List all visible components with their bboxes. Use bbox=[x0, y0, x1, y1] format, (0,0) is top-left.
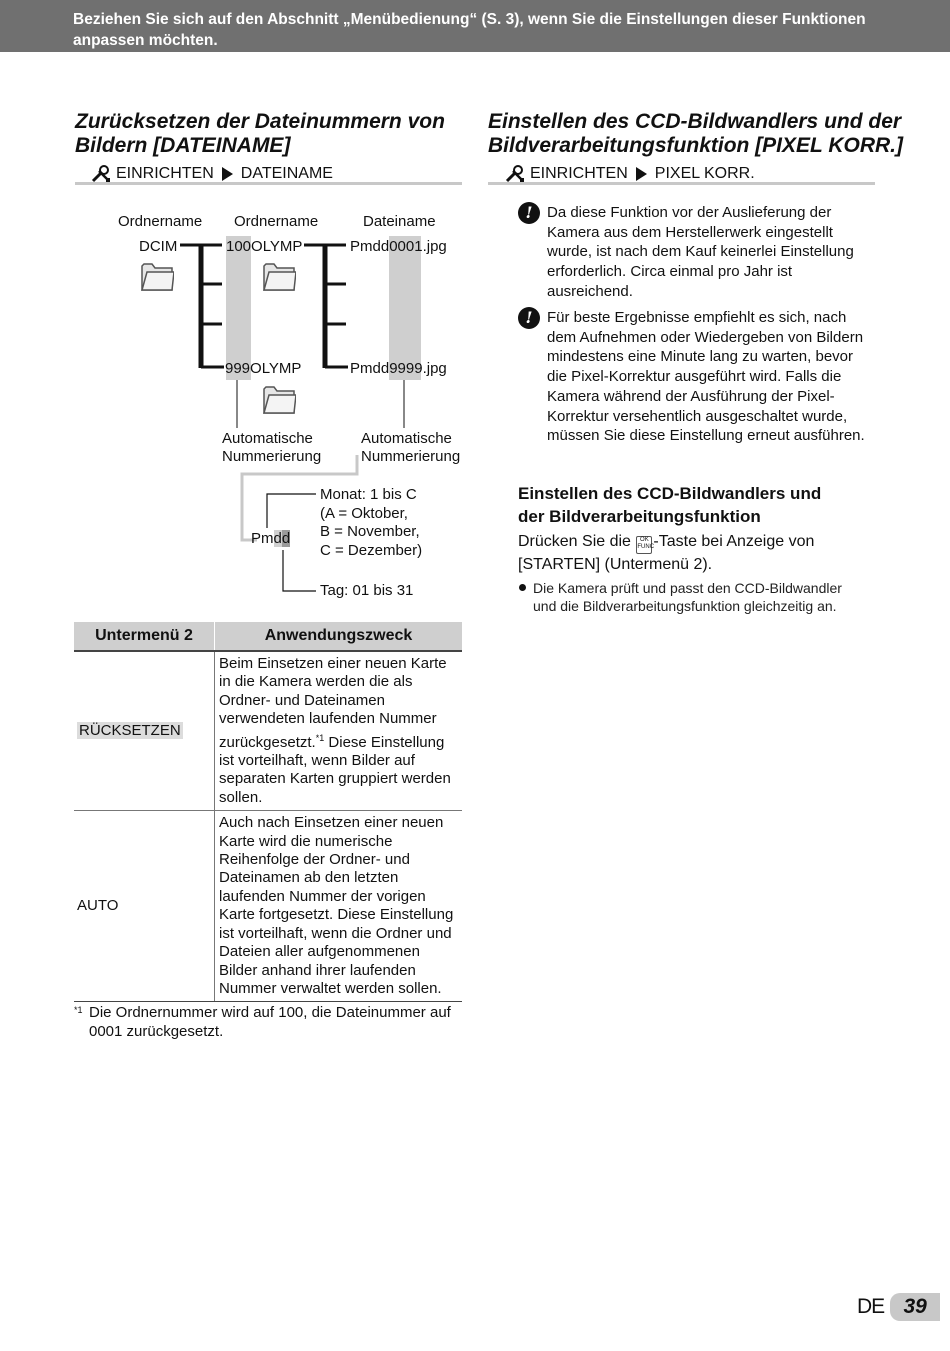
header-note: Beziehen Sie sich auf den Abschnitt „Menübedienung“ (S. 3), wenn Sie die Einstellungen dieser Funktionen anpassen möchten. bbox=[73, 11, 866, 49]
warning-icon: ! bbox=[518, 202, 540, 224]
month-line1: Monat: 1 bis C bbox=[320, 486, 417, 503]
folder-last-number: 999 bbox=[225, 360, 251, 377]
pmdd-month-char: d bbox=[273, 530, 282, 547]
table-cell-option bbox=[74, 811, 215, 1002]
subsection-title-line2: der Bildverarbeitungsfunktion bbox=[518, 507, 761, 526]
file-first-number: 0001 bbox=[389, 238, 423, 255]
pmdd-prefix: Pm bbox=[251, 530, 274, 547]
footnote-mark: *1 bbox=[74, 1005, 83, 1015]
table-cell-desc bbox=[215, 811, 463, 1002]
folder-last-suffix: OLYMP bbox=[250, 360, 302, 377]
option-reset: RÜCKSETZEN bbox=[79, 721, 181, 739]
warning-icon: ! bbox=[518, 307, 540, 329]
file-first-prefix: Pmdd bbox=[350, 238, 390, 255]
folder-icon bbox=[140, 258, 174, 292]
table-cell-option bbox=[74, 651, 215, 811]
setup-wrench-icon bbox=[504, 164, 526, 184]
desc-auto: Auch nach Einsetzen einer neuen Karte wird die numerische Reihenfolge der Ordner- und Dateinamen ab den letzten laufenden Nummer der vorigen Karte fortgesetzt. Diese Einstellung ist vorteilhaft, wenn die Ordner und Dateien aller aufgenommenen Bilder anhand ihrer laufenden Nummer verwaltet werden sollen. bbox=[219, 814, 454, 997]
footnote-text: Die Ordnernummer wird auf 100, die Dateinummer auf 0001 zurückgesetzt. bbox=[89, 1004, 451, 1040]
left-menu-item2: DATEINAME bbox=[240, 165, 333, 182]
subsection-title bbox=[518, 482, 821, 528]
table-row bbox=[74, 811, 462, 1002]
auto-numbering-label-1 bbox=[222, 430, 321, 466]
col-header-1: Ordnername bbox=[118, 213, 203, 230]
folder-icon bbox=[262, 258, 296, 292]
page-language: DE bbox=[857, 1295, 885, 1318]
submenu-table bbox=[74, 622, 462, 1002]
table-cell-desc bbox=[215, 651, 463, 811]
note-factory-setting: Da diese Funktion vor der Auslieferung der Kamera aus dem Herstellerwerk eingestellt wurde, ist nach dem Kauf keinerlei Einstellung erforderlich. Circa einmal pro Jahr ist ausreichend. bbox=[547, 204, 854, 300]
option-auto: AUTO bbox=[77, 897, 119, 915]
table-header-row bbox=[74, 622, 462, 651]
ok-key-line2: FUNC bbox=[637, 544, 655, 550]
root-folder-label: DCIM bbox=[139, 238, 178, 255]
file-first-ext: .jpg bbox=[422, 238, 447, 255]
month-legend bbox=[320, 486, 422, 560]
footnote bbox=[74, 1003, 464, 1041]
table-header-purpose: Anwendungszweck bbox=[215, 622, 463, 651]
right-menu-item2: PIXEL KORR. bbox=[654, 165, 755, 182]
month-line3: B = November, bbox=[320, 523, 420, 540]
bullet-text: Die Kamera prüft und passt den CCD-Bildwandler und die Bildverarbeitungsfunktion gleichzeitig an. bbox=[533, 580, 842, 614]
right-section-title bbox=[488, 110, 903, 158]
file-last-prefix: Pmdd bbox=[350, 360, 390, 377]
pmdd-label bbox=[251, 530, 290, 548]
subsection-title-line1: Einstellen des CCD-Bildwandlers und bbox=[518, 484, 822, 503]
right-title-rule bbox=[488, 182, 875, 185]
left-menu-item1: EINRICHTEN bbox=[116, 165, 214, 182]
desc-reset: Beim Einsetzen einer neuen Karte in die Kamera werden die als Ordner- und Dateinamen verwendeten laufenden Nummer zurückgesetzt. bbox=[219, 655, 447, 751]
instruction-after: -Taste bei Anzeige von [STARTEN] (Untermenü 2). bbox=[518, 533, 815, 573]
file-last-label bbox=[350, 360, 447, 378]
folder-icon bbox=[262, 381, 296, 415]
month-line2: (A = Oktober, bbox=[320, 504, 408, 522]
auto-numbering-label-2 bbox=[361, 430, 460, 466]
table-header-submenu: Untermenü 2 bbox=[74, 622, 215, 651]
ok-key-line1: OK bbox=[640, 537, 649, 543]
day-legend: Tag: 01 bis 31 bbox=[320, 582, 414, 599]
folder-first-number: 100 bbox=[226, 238, 252, 255]
right-menu-path bbox=[504, 164, 755, 184]
right-menu-item1: EINRICHTEN bbox=[530, 165, 628, 182]
desc-reset-cont: Diese Einstellung ist vorteilhaft, wenn Bilder auf separaten Karten gruppiert werden sollen. bbox=[219, 733, 451, 806]
auto-label-2-line2: Nummerierung bbox=[361, 448, 461, 465]
folder-last-label bbox=[225, 360, 301, 378]
left-title-line1: Zurücksetzen der Dateinummern von bbox=[75, 110, 445, 133]
arrow-right-icon bbox=[636, 167, 647, 181]
page-number-block bbox=[857, 1293, 940, 1321]
right-title-line1: Einstellen des CCD-Bildwandlers und der bbox=[488, 110, 902, 133]
left-title-line2: Bildern [DATEINAME] bbox=[75, 134, 291, 157]
col-header-2: Ordnername bbox=[234, 213, 319, 230]
right-title-line2: Bildverarbeitungsfunktion [PIXEL KORR.] bbox=[488, 134, 903, 157]
file-first-label bbox=[350, 238, 447, 256]
folder-first-suffix: OLYMP bbox=[251, 238, 303, 255]
auto-label-1-line2: Nummerierung bbox=[222, 448, 322, 465]
file-last-number: 9999 bbox=[389, 360, 423, 377]
month-line4: C = Dezember) bbox=[320, 541, 423, 559]
bullet-dot-icon bbox=[519, 584, 526, 591]
folder-first-label bbox=[226, 238, 302, 256]
auto-label-2-line1: Automatische bbox=[361, 430, 452, 447]
footnote-ref: *1 bbox=[315, 732, 325, 743]
ok-func-key-icon bbox=[636, 536, 655, 554]
page-number: 39 bbox=[890, 1293, 940, 1321]
pmdd-day-char: d bbox=[281, 530, 291, 547]
auto-label-1-line1: Automatische bbox=[222, 430, 313, 447]
note-wait-before-correction: Für beste Ergebnisse empfiehlt es sich, nach dem Aufnehmen oder Wiedergeben von Bildern mindestens eine Minute lang zu warten, bevor die Pixel-Korrektur ausgeführt wird. Falls die Kamera während der Ausführung der Pixel-Korrektur versehentlich ausgeschaltet wurde, müssen Sie diese Einstellung erneut ausführen. bbox=[547, 309, 865, 445]
table-row bbox=[74, 651, 462, 811]
instruction-text bbox=[518, 531, 863, 575]
file-last-ext: .jpg bbox=[422, 360, 447, 377]
instruction-before: Drücken Sie die bbox=[518, 533, 636, 550]
col-header-3: Dateiname bbox=[363, 213, 436, 230]
